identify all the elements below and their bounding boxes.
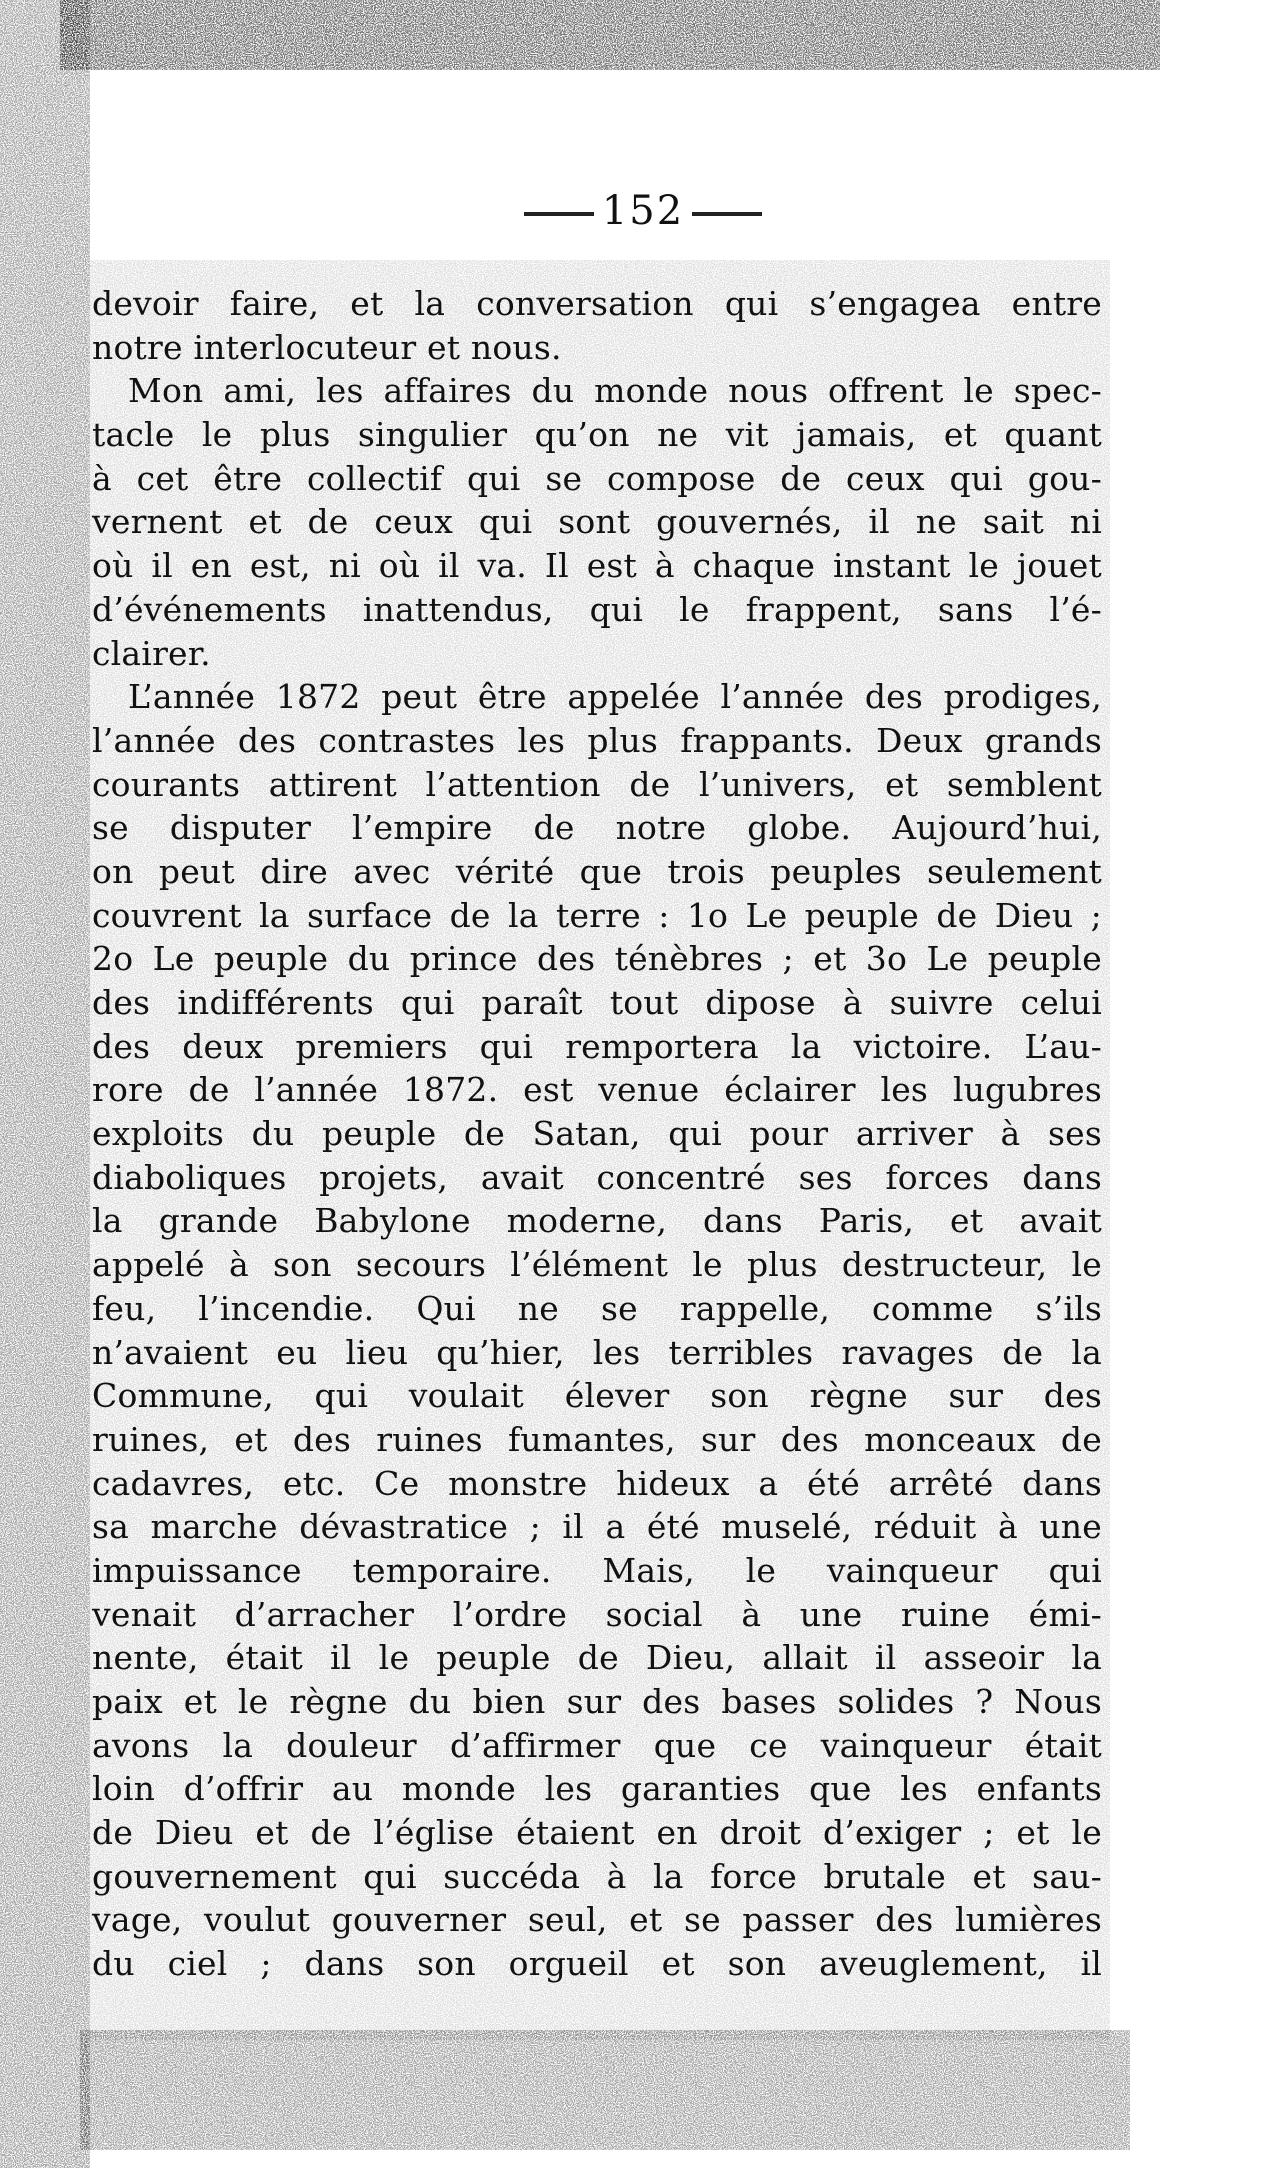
- text-line: de Dieu et de l’église étaient en droit d’exiger ; et le: [92, 1813, 1102, 1853]
- text-line: paix et le règne du bien sur des bases solides ? Nous: [92, 1682, 1102, 1721]
- text-line: vage, voulut gouverner seul, et se passer des lumières: [92, 1900, 1102, 1940]
- text-line: exploits du peuple de Satan, qui pour arriver à ses: [92, 1114, 1102, 1154]
- text-line: avons la douleur d’affirmer que ce vainqueur était: [92, 1725, 1102, 1765]
- text-line: appelé à son secours l’élément le plus destructeur, le: [92, 1245, 1102, 1285]
- text-line: tacle le plus singulier qu’on ne vit jamais, et quant: [92, 415, 1102, 455]
- text-line: ruines, et des ruines fumantes, sur des monceaux de: [92, 1419, 1102, 1459]
- text-line: courants attirent l’attention de l’univers, et semblent: [92, 764, 1102, 804]
- text-line: sa marche dévastratice ; il a été muselé, réduit à une: [92, 1507, 1102, 1547]
- text-line: couvrent la surface de la terre : 1o Le peuple de Dieu ;: [92, 895, 1102, 935]
- text-line: diaboliques projets, avait concentré ses forces dans: [92, 1157, 1102, 1197]
- page-number-dash-left: [524, 212, 594, 216]
- text-line: des deux premiers qui remportera la victoire. L’au-: [92, 1026, 1102, 1066]
- text-line: n’avaient eu lieu qu’hier, les terribles ravages de la: [92, 1332, 1102, 1372]
- text-line: Commune, qui voulait élever son règne sur des: [92, 1376, 1102, 1416]
- text-line: à cet être collectif qui se compose de ceux qui gou-: [92, 458, 1102, 498]
- text-line: gouvernement qui succéda à la force brutale et sau-: [92, 1856, 1102, 1896]
- text-line: L’année 1872 peut être appelée l’année des prodiges,: [128, 677, 1102, 717]
- page-number-dash-right: [692, 212, 762, 216]
- body-text: [92, 282, 1102, 1986]
- text-line: on peut dire avec vérité que trois peuples seulement: [92, 851, 1102, 891]
- text-line: devoir faire, et la conversation qui s’engagea entre: [92, 284, 1102, 323]
- text-line: d’événements inattendus, qui le frappent, sans l’é-: [92, 589, 1102, 629]
- text-line: du ciel ; dans son orgueil et son aveuglement, il: [92, 1944, 1102, 1984]
- text-line: nente, était il le peuple de Dieu, allait il asseoir la: [92, 1638, 1102, 1678]
- page-number-value: 152: [601, 188, 685, 234]
- text-line: clairer.: [92, 633, 211, 673]
- text-line: notre interlocuteur et nous.: [92, 327, 562, 367]
- text-line: où il en est, ni où il va. Il est à chaque instant le jouet: [92, 546, 1102, 586]
- text-line: se disputer l’empire de notre globe. Aujourd’hui,: [92, 808, 1102, 848]
- text-line: la grande Babylone moderne, dans Paris, et avait: [92, 1201, 1102, 1241]
- text-line: Mon ami, les affaires du monde nous offrent le spec-: [128, 371, 1102, 411]
- text-line: feu, l’incendie. Qui ne se rappelle, comme s’ils: [92, 1288, 1102, 1328]
- text-line: l’année des contrastes les plus frappants. Deux grands: [92, 720, 1102, 760]
- text-line: vernent et de ceux qui sont gouvernés, il ne sait ni: [92, 502, 1102, 542]
- text-line: rore de l’année 1872. est venue éclairer les lugubres: [92, 1070, 1102, 1110]
- text-line: venait d’arracher l’ordre social à une ruine émi-: [92, 1594, 1102, 1634]
- page-number: [0, 188, 1286, 234]
- text-line: des indifférents qui paraît tout dipose à suivre celui: [92, 983, 1102, 1022]
- text-line: loin d’offrir au monde les garanties que les enfants: [92, 1769, 1102, 1809]
- text-line: cadavres, etc. Ce monstre hideux a été arrêté dans: [92, 1463, 1102, 1503]
- text-line: 2o Le peuple du prince des ténèbres ; et 3o Le peuple: [92, 939, 1102, 979]
- text-line: impuissance temporaire. Mais, le vainqueur qui: [92, 1550, 1102, 1590]
